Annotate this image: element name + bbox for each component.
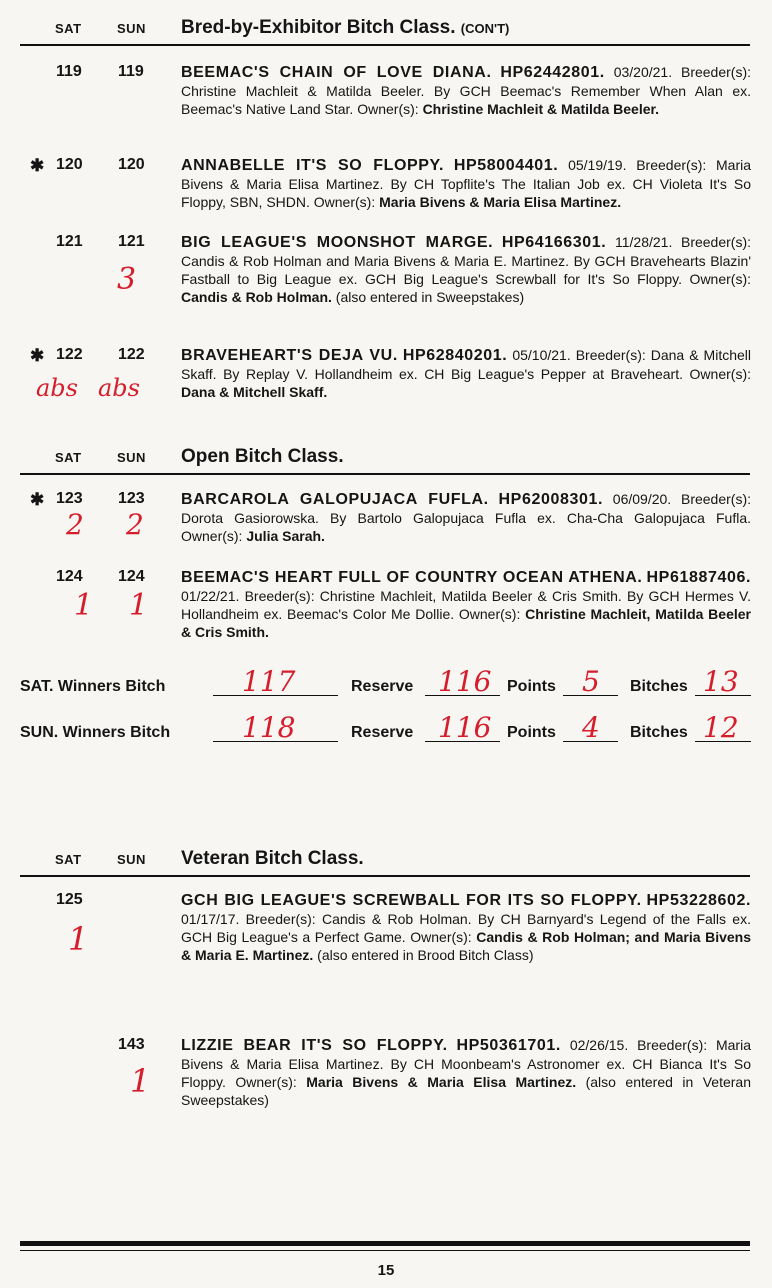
handwritten-placement-125: 1 — [68, 920, 89, 958]
section-title: Open Bitch Class. — [181, 446, 344, 467]
entry-owners: Candis & Rob Holman. — [181, 289, 332, 305]
entry-sun-number: 143 — [118, 1036, 145, 1053]
section-title: Bred-by-Exhibitor Bitch Class. (CON'T) — [181, 17, 510, 38]
registration-number: HP58004401. — [453, 157, 559, 174]
reserve-label: Reserve — [351, 678, 414, 695]
sun-points-value: 4 — [582, 711, 600, 744]
dog-name: BARCAROLA GALOPUJACA FUFLA. — [181, 491, 489, 508]
section-header-veteran-bitch — [20, 835, 750, 877]
handwritten-placement-143: 1 — [130, 1062, 151, 1100]
entry-details: 11/28/21. Breeder(s): Candis & Rob Holman and Maria Bivens & Maria E. Martinez. By GCH Bravehearts Blazin' Fastball to Big League ex. GCH Big League's Screwball for It's So Floppy. Owner(s): — [181, 234, 752, 287]
entry-extra-note: (also entered in Brood Bitch Class) — [313, 947, 534, 963]
dog-name: BIG LEAGUE'S MOONSHOT MARGE. — [181, 234, 494, 251]
entry-owners: Candis & Rob Holman; and Maria Bivens & Maria E. Martinez. — [181, 929, 751, 963]
section-header-bred-by-exhibitor — [20, 4, 750, 46]
dog-name: BRAVEHEART'S DEJA VU. — [181, 347, 398, 364]
entry-sat-number: 123 — [56, 490, 83, 507]
entry-owners: Dana & Mitchell Skaff. — [181, 384, 328, 400]
sat-winners-row — [20, 665, 760, 700]
registration-number: HP62840201. — [402, 347, 508, 364]
reserve-label: Reserve — [351, 724, 414, 741]
section-header-open-bitch — [20, 433, 750, 475]
entry-extra-note: (also entered in Veteran Sweepstakes) — [181, 1074, 751, 1108]
section-title: Veteran Bitch Class. — [181, 848, 364, 869]
handwritten-placement-123-sat: 2 — [66, 508, 84, 541]
dog-name: LIZZIE BEAR IT'S SO FLOPPY. — [181, 1037, 448, 1054]
handwritten-absent-sun: abs — [98, 374, 140, 402]
entry-sat-number: 124 — [56, 568, 83, 585]
entry-description — [181, 1036, 751, 1109]
dog-name: BEEMAC'S HEART FULL OF COUNTRY OCEAN ATHENA. — [181, 569, 643, 586]
entry-sun-number: 124 — [118, 568, 145, 585]
entry-sat-number: 125 — [56, 891, 83, 908]
sat-column-label: SAT — [55, 852, 82, 867]
entry-details: 06/09/20. Breeder(s): Dorota Gasiorowska. By Bartolo Galopujaca Fufla ex. Cha-Cha Galopujaca Fufla. Owner(s): — [181, 491, 752, 544]
registration-number: HP62008301. — [498, 491, 603, 508]
registration-number: HP62442801. — [500, 64, 605, 81]
entry-description — [181, 346, 751, 401]
entry-sat-number: 121 — [56, 233, 83, 250]
star-marker: ✱ — [30, 346, 45, 365]
registration-number: HP61887406. — [646, 569, 751, 586]
entry-details: 05/10/21. Breeder(s): Dana & Mitchell Skaff. By Replay V. Hollandheim ex. CH Big League's Pepper at Braveheart. Owner(s): — [181, 347, 751, 382]
sun-winners-label: SUN. Winners Bitch — [20, 724, 171, 741]
sat-column-label: SAT — [55, 450, 82, 465]
sun-column-label: SUN — [117, 450, 146, 465]
entry-owners: Maria Bivens & Maria Elisa Martinez. — [306, 1074, 577, 1090]
points-label: Points — [507, 678, 556, 695]
entry-description — [181, 568, 751, 641]
entry-sat-number: 122 — [56, 346, 83, 363]
entry-sun-number: 119 — [118, 63, 144, 80]
entry-sun-number: 121 — [118, 233, 145, 250]
entry-sun-number: 123 — [118, 490, 145, 507]
footer-rule-thick — [20, 1241, 750, 1246]
footer-rule-thin — [20, 1250, 750, 1251]
sun-column-label: SUN — [117, 21, 146, 36]
dog-name: BEEMAC'S CHAIN OF LOVE DIANA. — [181, 64, 492, 81]
entry-sat-number: 120 — [56, 156, 83, 173]
entry-details: 01/22/21. Breeder(s): Christine Machleit, Matilda Beeler & Cris Smith. By GCH Hermes V. Hollandheim ex. Beemac's Color Me Dollie. Owner(s): — [181, 588, 751, 622]
sat-column-label: SAT — [55, 21, 82, 36]
bitches-label: Bitches — [630, 678, 688, 695]
entry-sat-number: 119 — [56, 63, 82, 80]
sat-bitches-value: 13 — [703, 665, 739, 698]
entry-description — [181, 233, 751, 306]
sun-column-label: SUN — [117, 852, 146, 867]
handwritten-placement-124-sat: 1 — [74, 588, 94, 623]
sun-winner-value: 118 — [242, 711, 296, 744]
entry-details: 02/26/15. Breeder(s): Maria Bivens & Maria Elisa Martinez. By CH Moonbeam's Astronomer ex. CH Bianca It's So Floppy. Owner(s): — [181, 1037, 751, 1090]
entry-owners: Maria Bivens & Maria Elisa Martinez. — [379, 194, 622, 210]
points-label: Points — [507, 724, 556, 741]
handwritten-placement-124-sun: 1 — [129, 588, 149, 623]
page-number: 15 — [377, 1262, 395, 1279]
entry-description — [181, 490, 751, 545]
sat-winners-label: SAT. Winners Bitch — [20, 678, 166, 695]
sun-winners-row — [20, 711, 760, 746]
entry-details: 03/20/21. Breeder(s): Christine Machleit & Matilda Beeler. By GCH Beemac's Remember When Alan ex. Beemac's Native Land Star. Owner(s): — [181, 64, 751, 117]
entry-description — [181, 156, 751, 211]
entry-owners: Christine Machleit & Matilda Beeler. — [422, 101, 660, 117]
registration-number: HP64166301. — [501, 234, 607, 251]
entry-owners: Christine Machleit, Matilda Beeler & Cris Smith. — [181, 606, 751, 640]
registration-number: HP50361701. — [456, 1037, 561, 1054]
handwritten-placement-121: 3 — [117, 262, 137, 297]
sun-reserve-value: 116 — [438, 711, 492, 744]
sat-reserve-value: 116 — [438, 665, 492, 698]
registration-number: HP53228602. — [646, 892, 751, 909]
entry-sun-number: 120 — [118, 156, 145, 173]
entry-owners: Julia Sarah. — [246, 528, 325, 544]
sun-bitches-value: 12 — [703, 711, 739, 744]
bitches-label: Bitches — [630, 724, 688, 741]
star-marker: ✱ — [30, 156, 45, 175]
sat-points-value: 5 — [582, 665, 600, 698]
entry-extra-note: (also entered in Sweepstakes) — [331, 289, 525, 305]
entry-details: 05/19/19. Breeder(s): Maria Bivens & Maria Elisa Martinez. By CH Topflite's The Italian Job ex. CH Violeta It's So Floppy, SBN, SHDN. Owner(s): — [181, 157, 752, 210]
star-marker: ✱ — [30, 490, 45, 509]
entry-description — [181, 63, 751, 118]
entry-sun-number: 122 — [118, 346, 145, 363]
handwritten-absent-sat: abs — [36, 374, 78, 402]
dog-name: ANNABELLE IT'S SO FLOPPY. — [181, 157, 445, 174]
entry-description — [181, 891, 751, 964]
dog-name: GCH BIG LEAGUE'S SCREWBALL FOR ITS SO FLOPPY. — [181, 892, 642, 909]
handwritten-placement-123-sun: 2 — [126, 508, 144, 541]
sat-winner-value: 117 — [242, 665, 296, 698]
entry-details: 01/17/17. Breeder(s): Candis & Rob Holman. By CH Barnyard's Legend of the Falls ex. GCH Big League's a Perfect Game. Owner(s): — [181, 911, 751, 945]
